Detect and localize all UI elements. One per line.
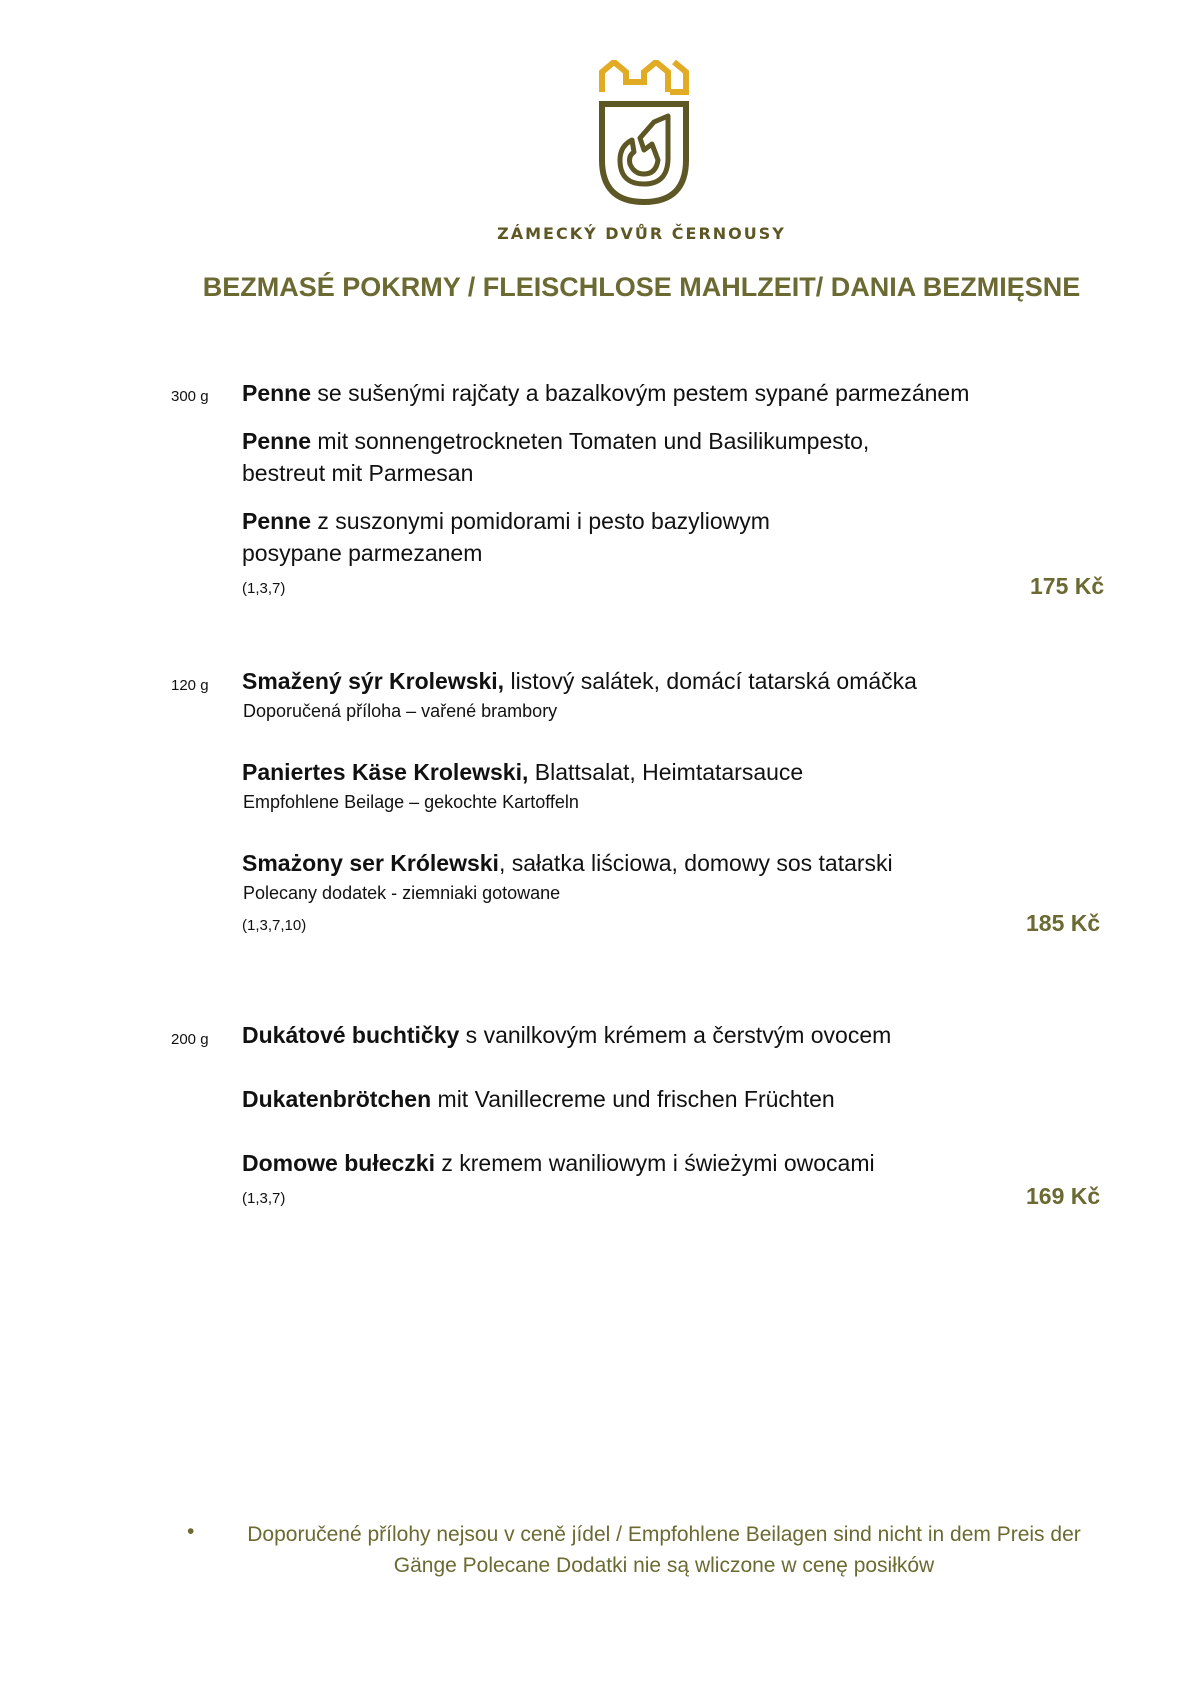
castle-crown-icon: [602, 62, 668, 92]
dish-allergens: (1,3,7,10): [242, 917, 307, 934]
page-title: BEZMASÉ POKRMY / FLEISCHLOSE MAHLZEIT/ DANIA BEZMIĘSNE: [202, 272, 1081, 302]
dish-name-pl-line2: posypane parmezanem: [242, 540, 483, 566]
dish-name-pl: Domowe bułeczki z kremem waniliowym i świeżymi owocami: [242, 1150, 875, 1176]
dish-allergens: (1,3,7): [242, 1190, 286, 1207]
dish-weight: 300 g: [171, 388, 209, 405]
dish-side-cz: Doporučená příloha – vařené brambory: [243, 701, 558, 721]
brand-name: ZÁMECKÝ DVŮR ČERNOUSY: [497, 224, 786, 243]
dish-side-pl: Polecany dodatek - ziemniaki gotowane: [243, 883, 561, 903]
dish-name-pl: Penne z suszonymi pomidorami i pesto bazyliowym: [242, 508, 770, 534]
dish-name-cz: Dukátové buchtičky s vanilkovým krémem a čerstvým ovocem: [242, 1022, 892, 1048]
bullet-icon: •: [187, 1520, 195, 1543]
dish-price: 169 Kč: [1026, 1183, 1101, 1209]
dish-name-de: Paniertes Käse Krolewski, Blattsalat, Heimtatarsauce: [242, 759, 804, 785]
dish-side-de: Empfohlene Beilage – gekochte Kartoffeln: [243, 792, 579, 812]
dish-name-cz: Penne se sušenými rajčaty a bazalkovým pestem sypané parmezánem: [242, 380, 970, 406]
castle-horse-logo: [598, 60, 690, 208]
dish-name-pl: Smażony ser Królewski, sałatka liściowa, domowy sos tatarski: [242, 850, 893, 876]
dish-weight: 200 g: [171, 1031, 209, 1048]
dish-name-de: Dukatenbrötchen mit Vanillecreme und frischen Früchten: [242, 1086, 835, 1112]
dish-name-de-line2: bestreut mit Parmesan: [242, 460, 474, 486]
shield-icon: [602, 104, 686, 202]
dish-name-cz: Smažený sýr Krolewski, listový salátek, domácí tatarská omáčka: [242, 668, 917, 694]
horse-head-icon: [620, 116, 668, 184]
dish-price: 185 Kč: [1026, 910, 1101, 936]
dish-allergens: (1,3,7): [242, 580, 286, 597]
footnote: Doporučené přílohy nejsou v ceně jídel / Empfohlene Beilagen sind nicht in dem Preis der Gänge Polecane Dodatki nie są wliczone w cenę posiłków: [247, 1523, 1081, 1577]
dish-weight: 120 g: [171, 677, 209, 694]
dish-price: 175 Kč: [1030, 573, 1105, 599]
dish-name-de: Penne mit sonnengetrockneten Tomaten und Basilikumpesto,: [242, 428, 870, 454]
